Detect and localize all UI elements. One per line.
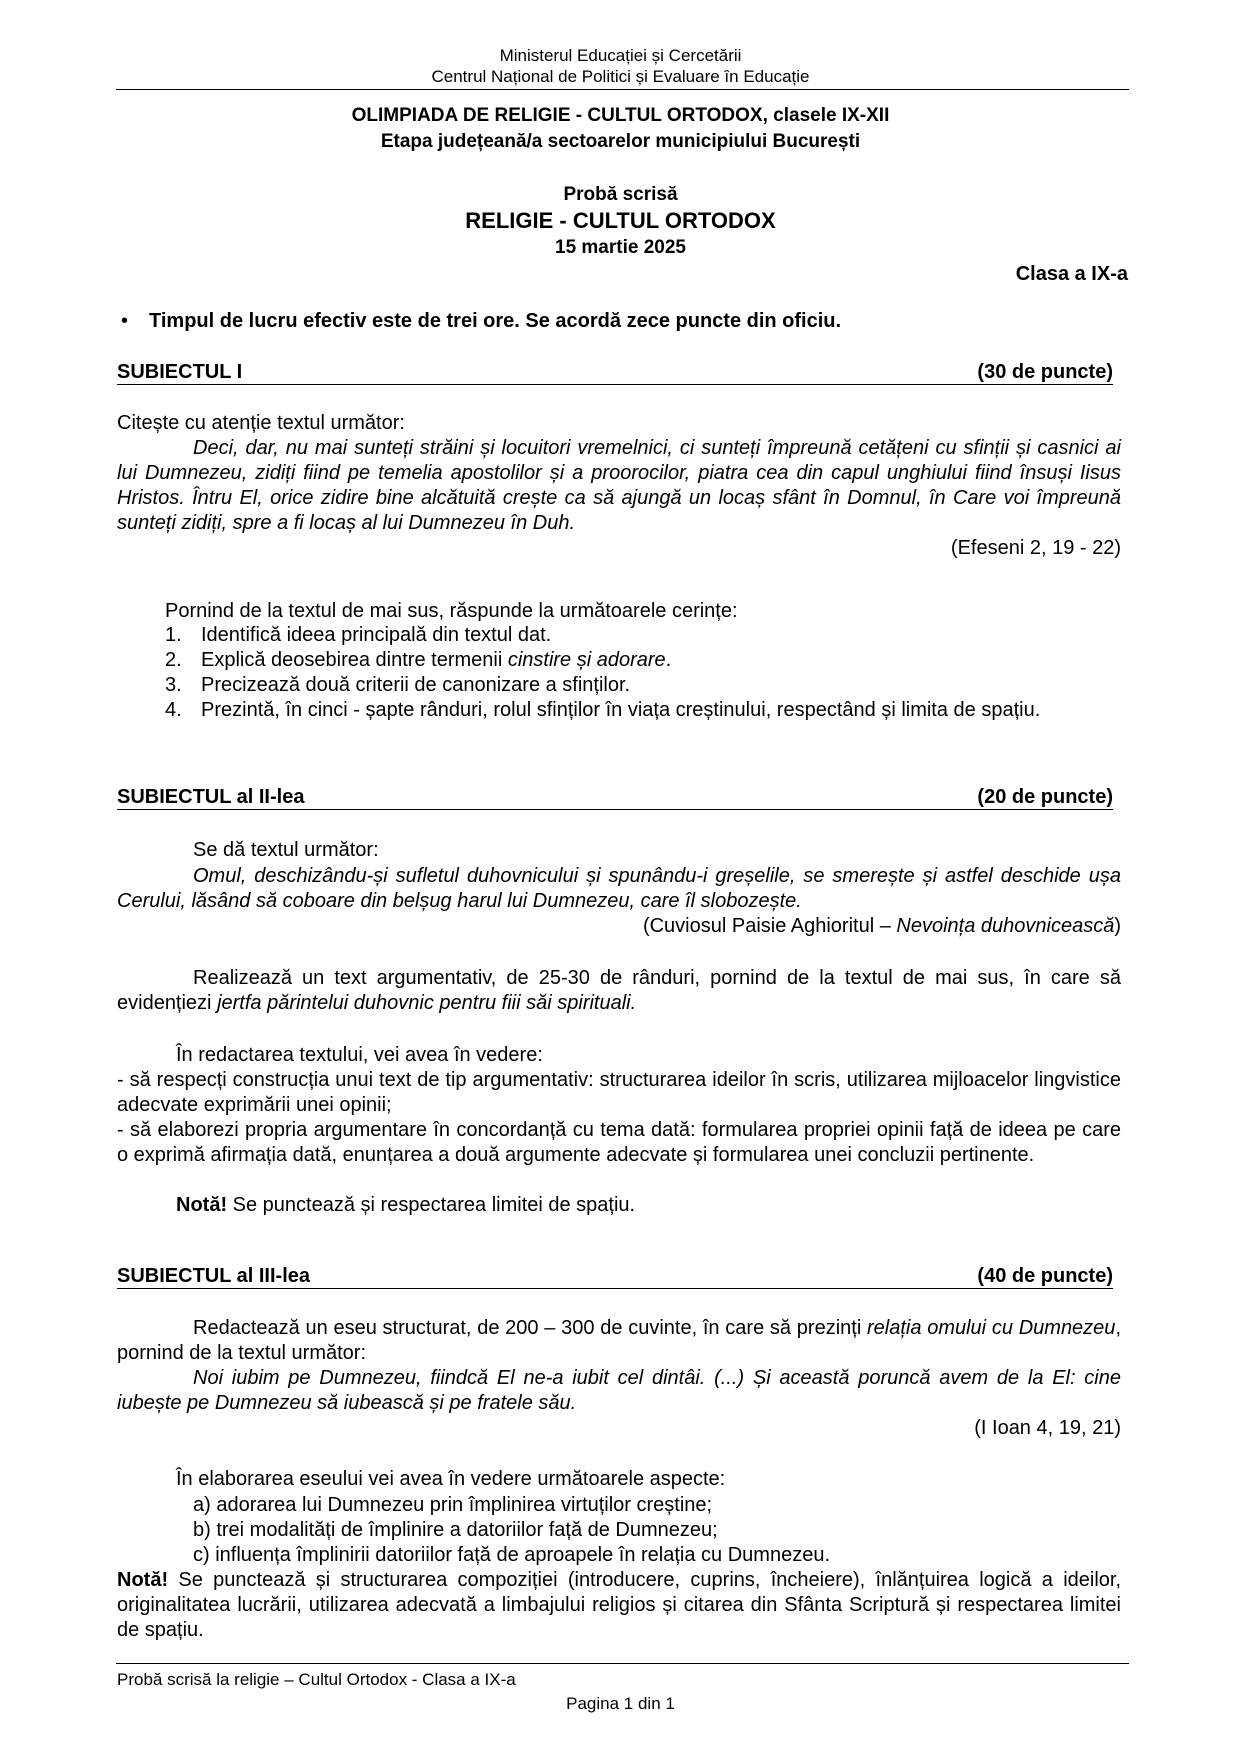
subject1-task [165,648,1121,673]
subject3-task-theme: relația omului cu Dumnezeu [867,1317,1116,1339]
subject3-task-text-end: , pornind de la textul următor: [117,1317,1121,1364]
subject3-heading: SUBIECTUL al III-lea [117,1265,311,1287]
subject1-task-intro: Pornind de la textul de mai sus, răspunde la următoarele cerințe: [165,600,738,622]
subject2-task-theme: jertfa părintelui duhovnic pentru fiii săi spirituali. [217,992,637,1014]
subject2-source-end: ) [1114,915,1121,937]
subject2-heading: SUBIECTUL al II-lea [117,786,305,808]
subject2-note [176,1193,635,1218]
subject3-source: (I Ioan 4, 19, 21) [974,1417,1121,1439]
olympiad-title: OLIMPIADA DE RELIGIE - CULTUL ORTODOX, clasele IX-XII [351,105,890,126]
subject2-quote: Omul, deschizându-și sufletul duhovnicului și spunându-i greșelile, se smerește și astfel deschide ușa Cerului, lăsând să coboare din belșug harul lui Dumnezeu, care îl slobozește. [117,865,1121,912]
footer-rule [116,1663,1129,1664]
subject2-source-author: (Cuviosul Paisie Aghioritul – [642,915,897,937]
header-rule [116,89,1129,90]
subject1-task [165,698,1121,723]
subject2-criterion: - să elaborezi propria argumentare în concordanță cu tema dată: formularea propriei opinii față de ideea pe care o exprimă afirmația dată, enunțarea a două argumente adecvate și formularea unei concluzii pertinente. [117,1119,1121,1166]
bullet-icon: • [121,310,129,332]
subject3-aspect: a) adorarea lui Dumnezeu prin împlinirea virtuților creștine; [193,1494,713,1516]
subject2-source [643,914,1121,939]
time-note: Timpul de lucru efectiv este de trei ore. Se acordă zece puncte din oficiu. [149,310,842,332]
subject1-task-list [165,623,1121,723]
subject2-intro: Se dă textul următor: [193,839,379,861]
stage-title: Etapa județeană/a sectoarelor municipiului București [380,131,861,152]
probe-title: Probă scrisă [563,184,678,205]
footer-label: Probă scrisă la religie – Cultul Ortodox - Clasa a IX-a [117,1670,516,1689]
subject2-criterion: - să respecți construcția unui text de tip argumentativ: structurarea ideilor în scris, utilizarea mijloacelor lingvistice adecvate exprimării unei opinii; [117,1069,1121,1116]
task-italic-terms: cinstire și adorare [507,649,666,671]
subject3-aspects-intro: În elaborarea eseului vei avea în vedere următoarele aspecte: [176,1468,726,1490]
subject2-task [117,966,1121,1016]
task-number: 1. [165,624,182,646]
subject3-underline [117,1288,1113,1289]
task-number: 2. [165,649,182,671]
task-number: 3. [165,674,182,696]
subject1-underline [117,384,1113,385]
subject3-task-text: Redactează un eseu structurat, de 200 – 300 de cuvinte, în care să prezinți [193,1317,867,1339]
note-text: Se punctează și structurarea compoziției (introducere, cuprins, încheiere), înlănțuirea logică a ideilor, originalitatea lucrării, utilizarea adecvată a limbajului religios și citarea din Sfânta Scriptură și respectarea limitei de spațiu. [117,1569,1121,1641]
subject2-task-text: Realizează un text argumentativ, de 25-30 de rânduri, pornind de la textul de mai sus, în care să evidențiezi [117,967,1121,1014]
subject1-task [165,623,1121,648]
subject3-quote: Noi iubim pe Dumnezeu, fiindcă El ne-a iubit cel dintâi. (...) Și această poruncă avem de la El: cine iubește pe Dumnezeu să iubească și pe fratele său. [117,1367,1121,1414]
task-text: Precizează două criterii de canonizare a sfinților. [201,674,631,696]
page-number: Pagina 1 din 1 [566,1694,675,1713]
subject3-points: (40 de puncte) [977,1265,1113,1287]
exam-date: 15 martie 2025 [555,237,686,258]
task-number: 4. [165,699,182,721]
subject2-points: (20 de puncte) [977,786,1113,808]
subject3-task [117,1316,1121,1366]
subject3-heading-row [117,1264,1113,1290]
subject-title: RELIGIE - CULTUL ORTODOX [465,208,776,233]
subject3-aspect: c) influența împlinirii datoriilor față de aproapele în relația cu Dumnezeu. [193,1544,831,1566]
subject2-criteria-intro: În redactarea textului, vei avea în vedere: [176,1044,543,1066]
note-text: Se punctează și respectarea limitei de spațiu. [227,1194,636,1216]
task-text: Explică deosebirea dintre termenii [201,649,508,671]
subject1-source: (Efeseni 2, 19 - 22) [950,537,1121,559]
subject2-source-title: Nevoința duhovnicească [896,915,1115,937]
center-name: Centrul Național de Politici și Evaluare în Educație [431,67,810,86]
task-text: Prezintă, în cinci - șapte rânduri, rolul sfinților în viața creștinului, respectând și limita de spațiu. [201,699,1041,721]
subject3-note [117,1568,1121,1643]
subject1-points: (30 de puncte) [977,361,1113,383]
note-label: Notă! [176,1194,228,1216]
subject1-heading: SUBIECTUL I [117,361,243,383]
ministry-name: Ministerul Educației și Cercetării [499,46,742,65]
subject1-intro: Citește cu atenție textul următor: [117,412,405,434]
subject1-quote: Deci, dar, nu mai sunteți străini și locuitori vremelnici, ci sunteți împreună cetățeni cu sfinții și casnici ai lui Dumnezeu, zidiți fiind pe temelia apostolilor și a proorocilor, piatra cea din capul unghiului fiind însuși Iisus Hristos. Întru El, orice zidire bine alcătuită crește ca să ajungă un locaș sfânt în Domnul, în Care voi împreună sunteți zidiți, spre a fi locaș al lui Dumnezeu în Duh. [117,437,1121,534]
note-label: Notă! [117,1569,169,1591]
subject2-heading-row [117,785,1113,811]
subject3-aspect: b) trei modalități de împlinire a datoriilor față de Dumnezeu; [193,1519,718,1541]
subject1-task [165,673,1121,698]
subject1-heading-row [117,360,1113,386]
subject2-underline [117,809,1113,810]
task-text: Identifică ideea principală din textul dat. [201,624,552,646]
class-label: Clasa a IX-a [1015,263,1128,285]
task-text-end: . [665,649,672,671]
